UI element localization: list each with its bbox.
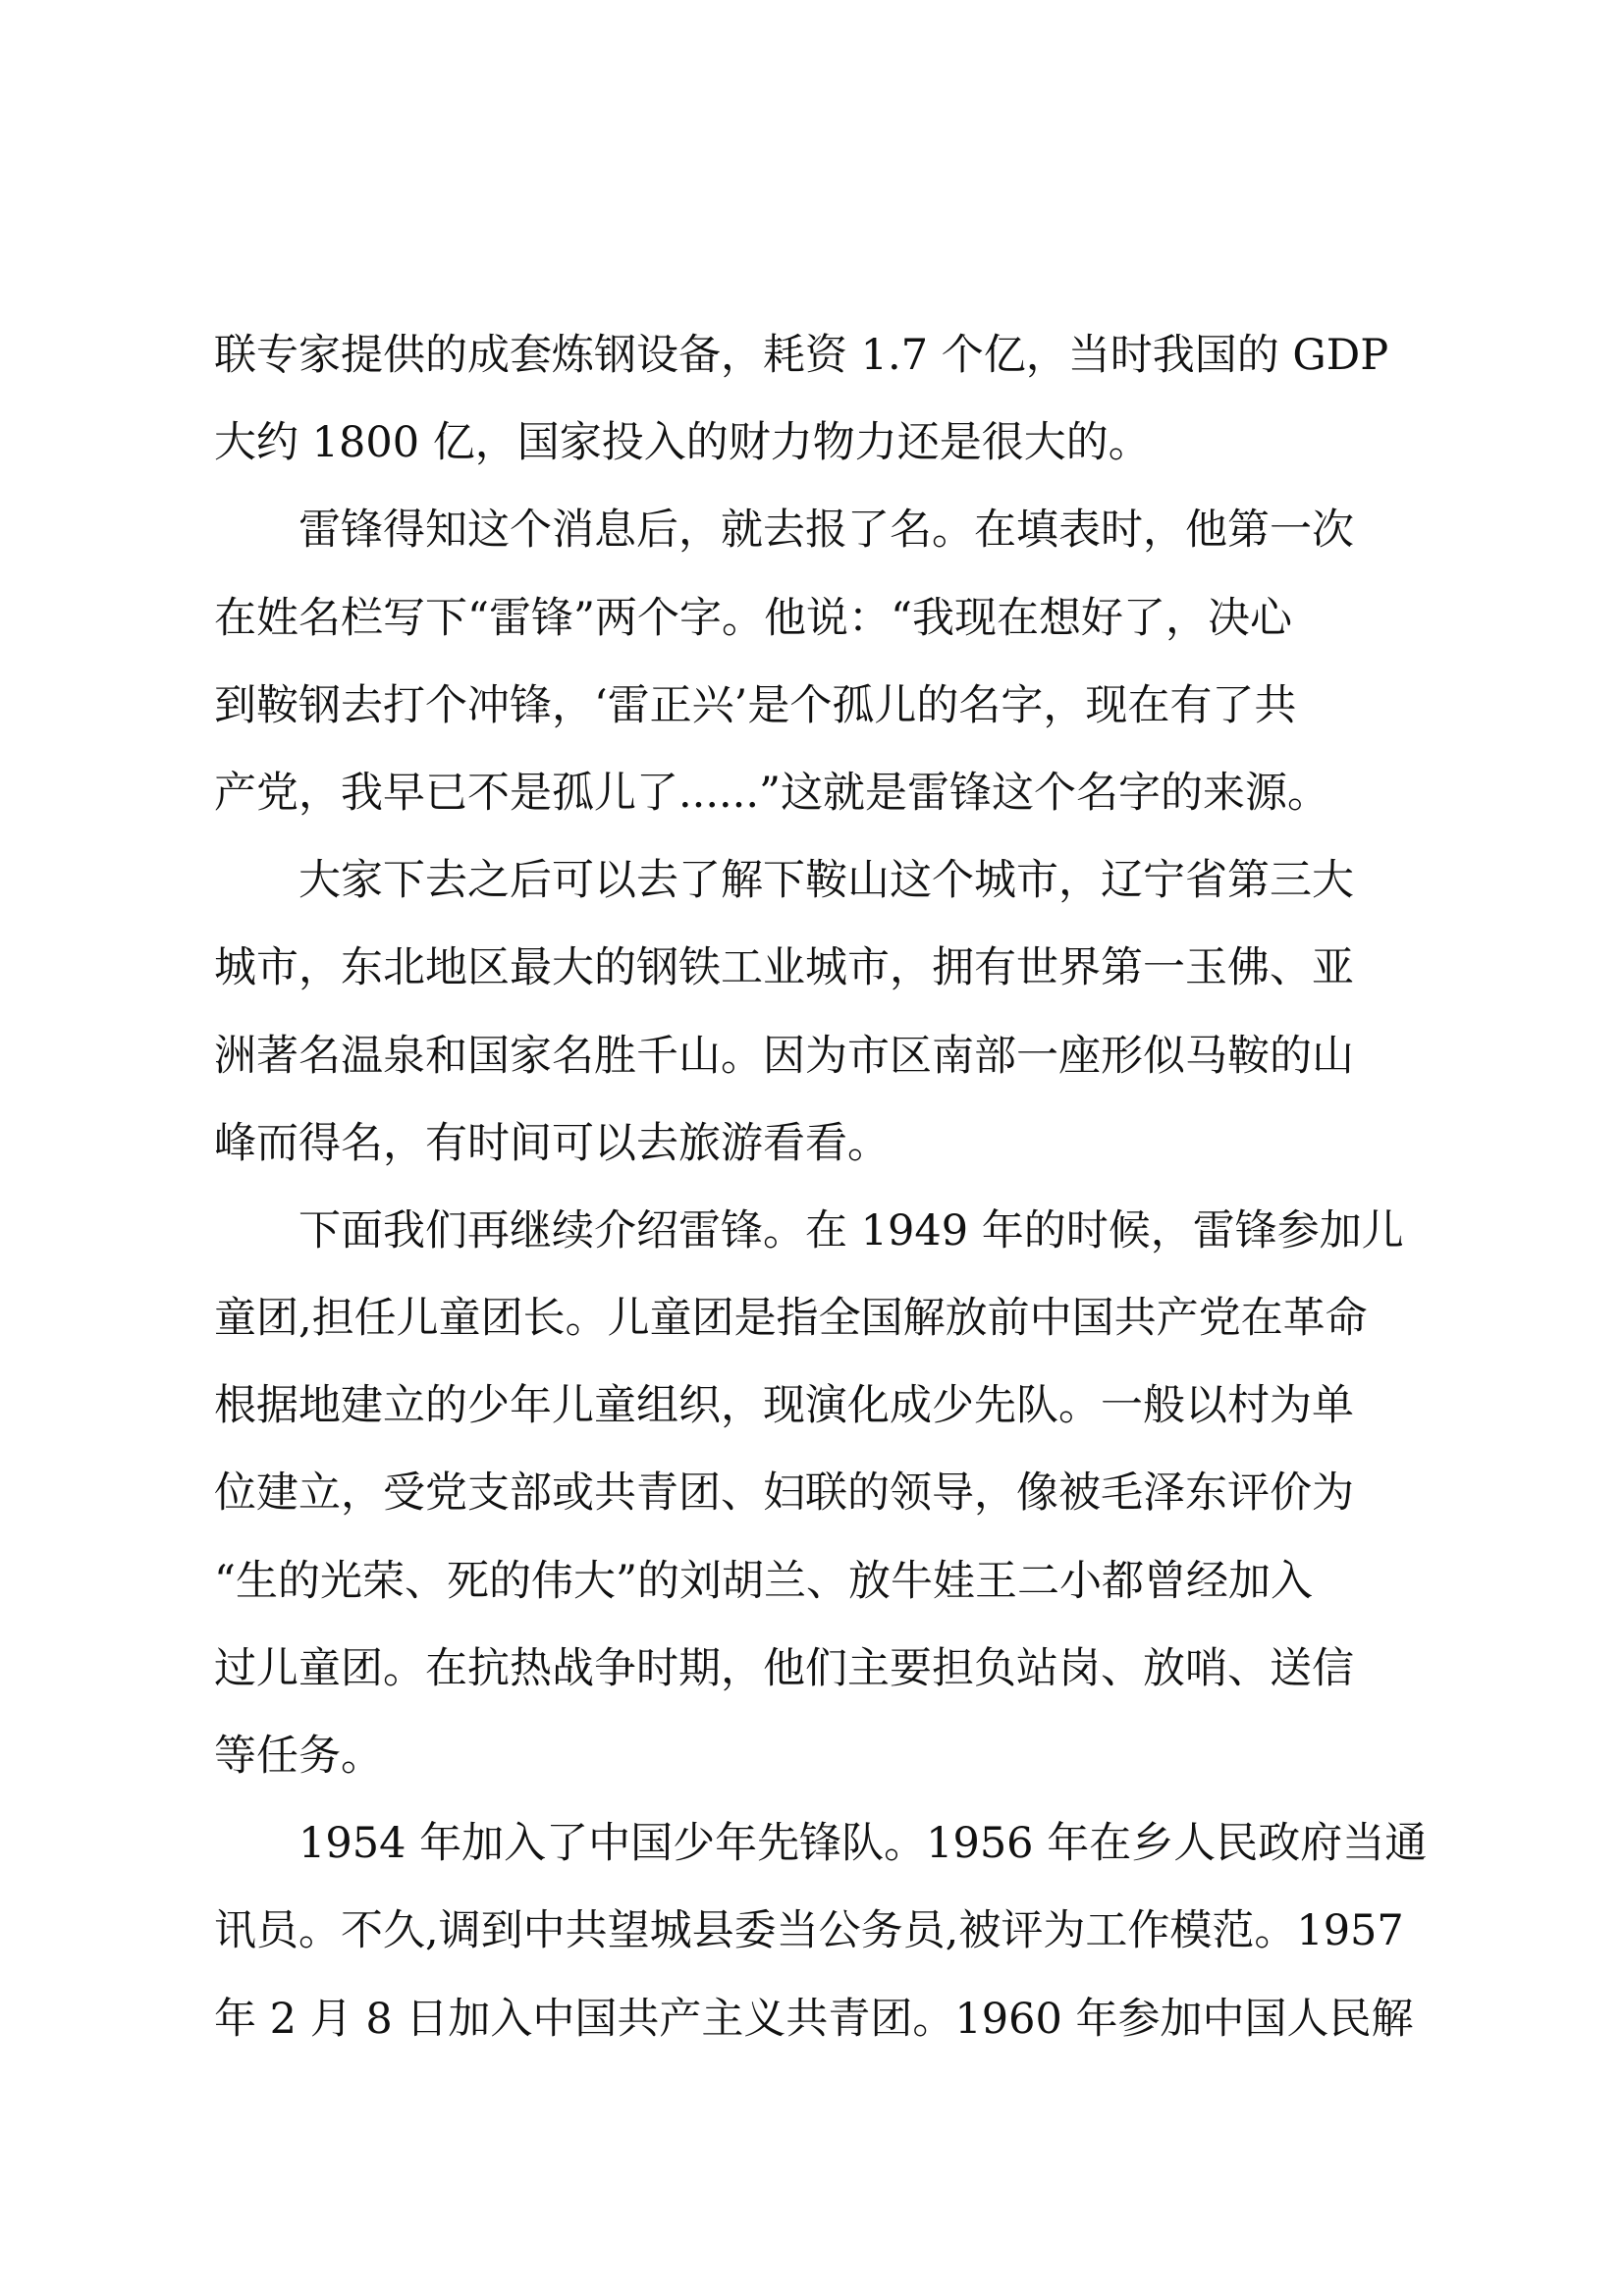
text-line: 大家下去之后可以去了解下鞍山这个城市，辽宁省第三大 [298,856,1354,906]
text-line: 童团,担任儿童团长。儿童团是指全国解放前中国共产党在革命 [214,1294,1368,1344]
text-line: 等任务。 [214,1732,383,1781]
paragraph [214,312,1412,487]
paragraph [214,487,1412,837]
text-line: 峰而得名，有时间可以去旅游看看。 [214,1118,890,1168]
text-line: 洲著名温泉和国家名胜千山。因为市区南部一座形似马鞍的山 [214,1031,1354,1081]
text-line: 年 2 月 8 日加入中国共产主义共青团。1960 年参加中国人民解 [214,1994,1414,2044]
text-line: 雷锋得知这个消息后，就去报了名。在填表时，他第一次 [298,506,1354,556]
text-line: 1954 年加入了中国少年先锋队。1956 年在乡人民政府当通 [298,1819,1428,1869]
text-line: 在姓名栏写下“雷锋”两个字。他说：“我现在想好了，决心 [214,593,1292,643]
text-line: 过儿童团。在抗热战争时期，他们主要担负站岗、放哨、送信 [214,1643,1354,1693]
paragraph [214,1188,1412,1800]
text-line: 位建立，受党支部或共青团、妇联的领导，像被毛泽东评价为 [214,1468,1354,1519]
text-line: 根据地建立的少年儿童组织，现演化成少先队。一般以村为单 [214,1381,1354,1431]
text-line: 到鞍钢去打个冲锋，‘雷正兴’是个孤儿的名字，现在有了共 [214,680,1297,730]
text-line: 下面我们再继续介绍雷锋。在 1949 年的时候，雷锋参加儿 [298,1205,1404,1255]
text-line: 产党，我早已不是孤儿了......”这就是雷锋这个名字的来源。 [214,768,1329,818]
text-line: 讯员。不久,调到中共望城县委当公务员,被评为工作模范。1957 [214,1906,1404,1956]
text-line: 联专家提供的成套炼钢设备，耗资 1.7 个亿，当时我国的 GDP [214,331,1389,380]
text-line: 城市，东北地区最大的钢铁工业城市，拥有世界第一玉佛、亚 [214,943,1354,993]
paragraph [214,1800,1428,2063]
body-text [214,312,1428,2063]
paragraph [214,837,1412,1188]
text-line: “生的光荣、死的伟大”的刘胡兰、放牛娃王二小都曾经加入 [214,1556,1313,1606]
text-line: 大约 1800 亿，国家投入的财力物力还是很大的。 [214,418,1151,468]
